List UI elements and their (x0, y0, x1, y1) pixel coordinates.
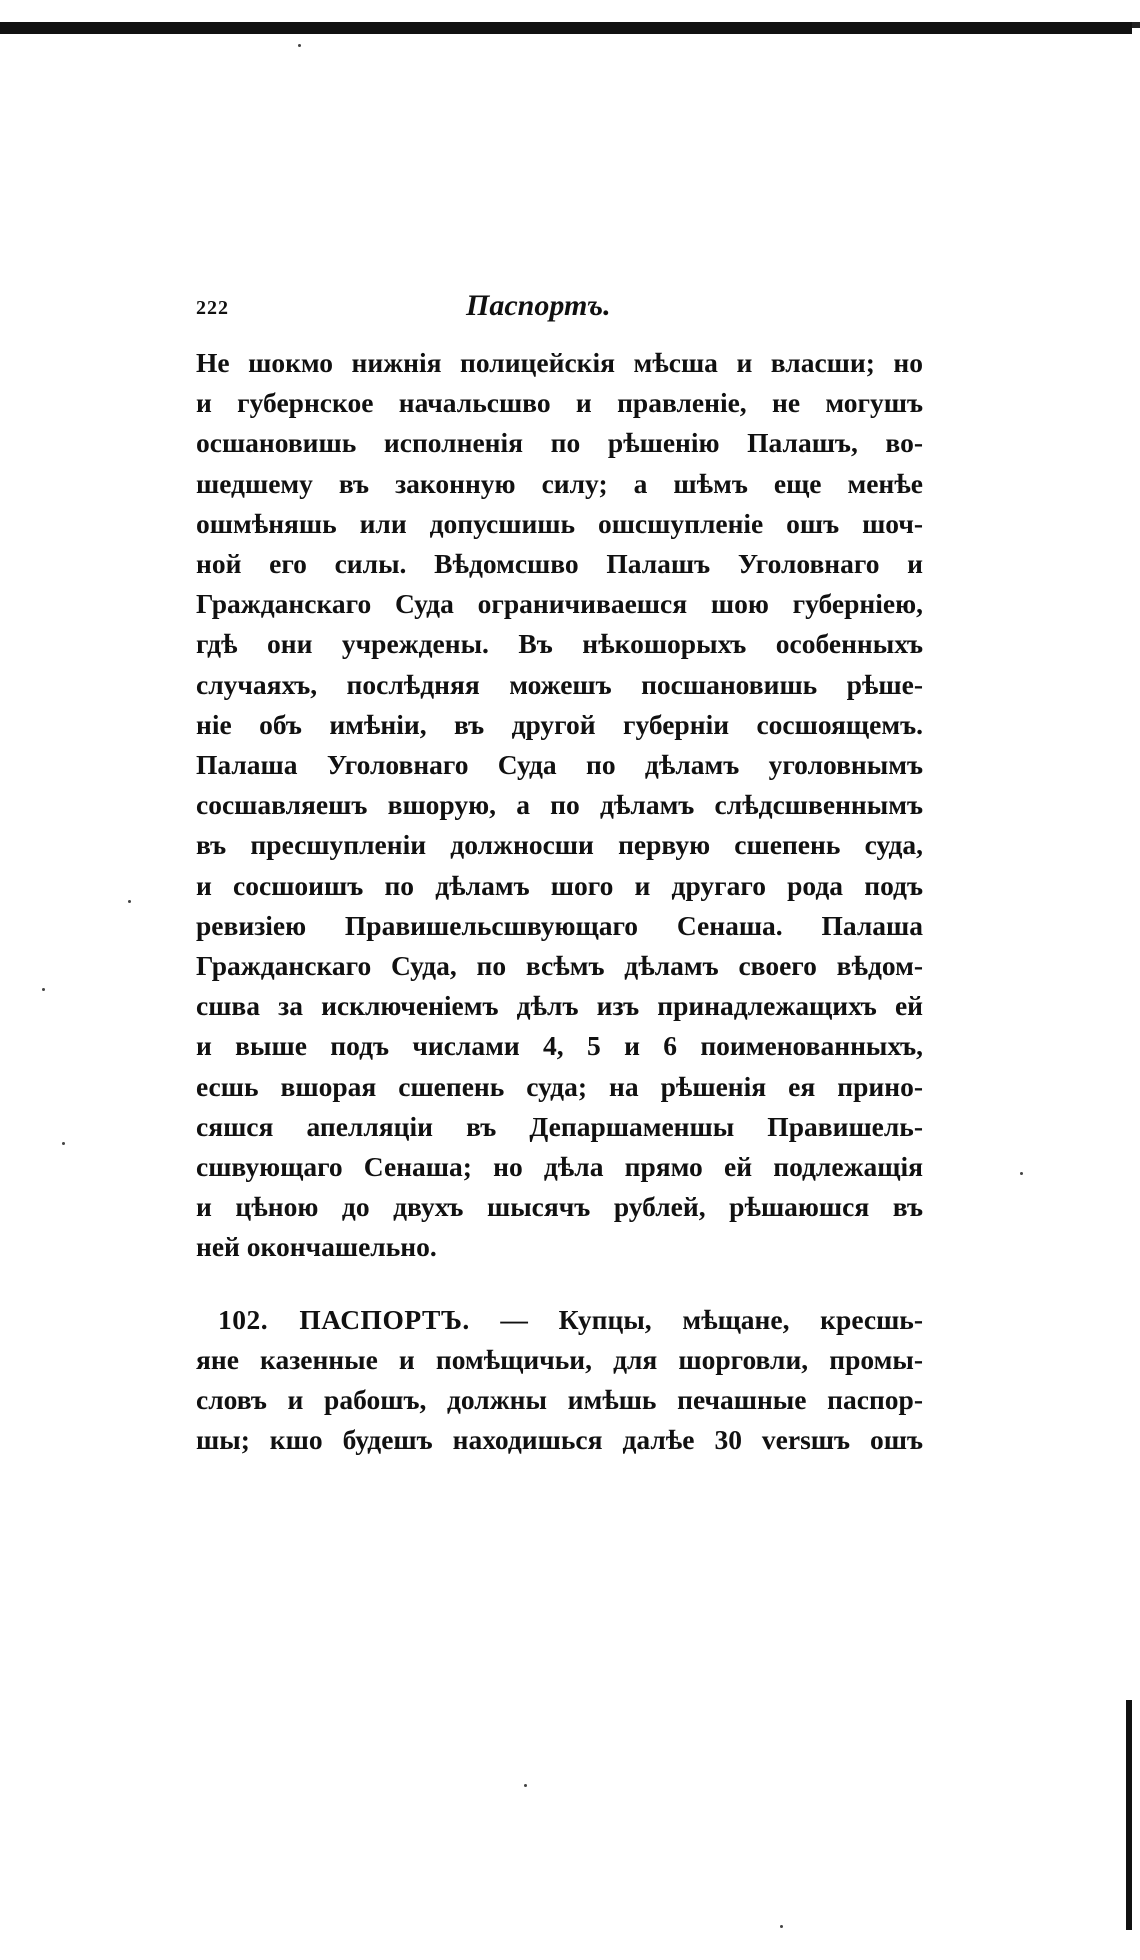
text-line: яне казенные и помѣщичьи, для шорговли, промы- (196, 1343, 923, 1375)
text-line: ошмѣняшь или допусшишь ошсшупленіе ошъ шоч- (196, 507, 923, 539)
text-line: и выше подъ числами 4, 5 и 6 поименованныхъ, (196, 1030, 923, 1062)
text-line: Гражданскаго Суда, по всѣмъ дѣламъ своего вѣдом- (196, 950, 923, 982)
text-line (196, 1300, 923, 1340)
paragraph-courts (196, 343, 923, 1268)
scan-speck (298, 44, 301, 47)
scan-speck (128, 900, 131, 903)
scan-speck (62, 1142, 65, 1145)
text-line: шедшему въ законную силу; а шѣмъ еще менѣе (196, 467, 923, 499)
text-line: и цѣною до двухъ шысячъ рублей, рѣшаюшся въ (196, 1191, 923, 1223)
text-line: гдѣ они учреждены. Въ нѣкошорыхъ особенныхъ (196, 628, 923, 660)
scan-speck (1020, 1172, 1023, 1175)
section-heading: 102. ПАСПОРТЪ. (218, 1303, 470, 1335)
scan-speck (42, 988, 45, 991)
text-line: есшь вшорая сшепень суда; на рѣшенія ея прино- (196, 1070, 923, 1102)
page-number: 222 (196, 297, 229, 319)
text-line: Палаша Уголовнаго Суда по дѣламъ уголовнымъ (196, 749, 923, 781)
text-line: сшва за исключеніемъ дѣлъ изъ принадлежащихъ ей (196, 990, 923, 1022)
text-line: ней окончашельно. (196, 1231, 437, 1263)
text-line: ревизіею Правишельсшвующаго Сенаша. Палаша (196, 909, 923, 941)
text-line: Не шокмо нижнія полицейскія мѣсша и власши; но (196, 347, 923, 378)
top-edge-rule-tail (1132, 22, 1140, 28)
book-page (196, 285, 923, 1460)
text-line: ной его силы. Вѣдомсшво Палашъ Уголовнаго и (196, 548, 923, 580)
text-line: сяшся апелляціи въ Депаршаменшы Правишель- (196, 1110, 923, 1142)
text-line: шы; кшо будешъ находишься далѣе 30 versшъ ошъ (196, 1424, 923, 1456)
text-line: сосшавляешъ вшорую, а по дѣламъ слѣдсшвеннымъ (196, 789, 923, 821)
scan-speck (524, 1784, 527, 1787)
text-line: осшановишь исполненія по рѣшенію Палашъ, во- (196, 427, 923, 459)
text-line: и сосшоишъ по дѣламъ шого и другаго рода подъ (196, 869, 923, 901)
text-line: сшвующаго Сенаша; но дѣла прямо ей подлежащія (196, 1151, 923, 1183)
top-edge-rule (0, 22, 1132, 34)
paragraph-passport (196, 1300, 923, 1461)
running-title: Паспортъ. (466, 289, 611, 322)
text-line: случаяхъ, послѣдняя можешъ посшановишь рѣше- (196, 668, 923, 700)
right-edge-bar (1126, 1700, 1132, 1930)
text-line: и губернское начальсшво и правленіе, не могушъ (196, 387, 923, 419)
text-line: въ пресшупленіи должносши первую сшепень суда, (196, 829, 923, 861)
text-run: — Купцы, мѣщане, кресшь- (469, 1303, 923, 1335)
running-head (196, 285, 923, 333)
scan-speck (780, 1925, 783, 1928)
text-line: Гражданскаго Суда ограничиваешся шою губерніею, (196, 588, 923, 620)
text-line: ніе объ имѣніи, въ другой губерніи сосшоящемъ. (196, 708, 923, 740)
text-line: словъ и рабошъ, должны имѣшь печашные паспор- (196, 1384, 923, 1416)
